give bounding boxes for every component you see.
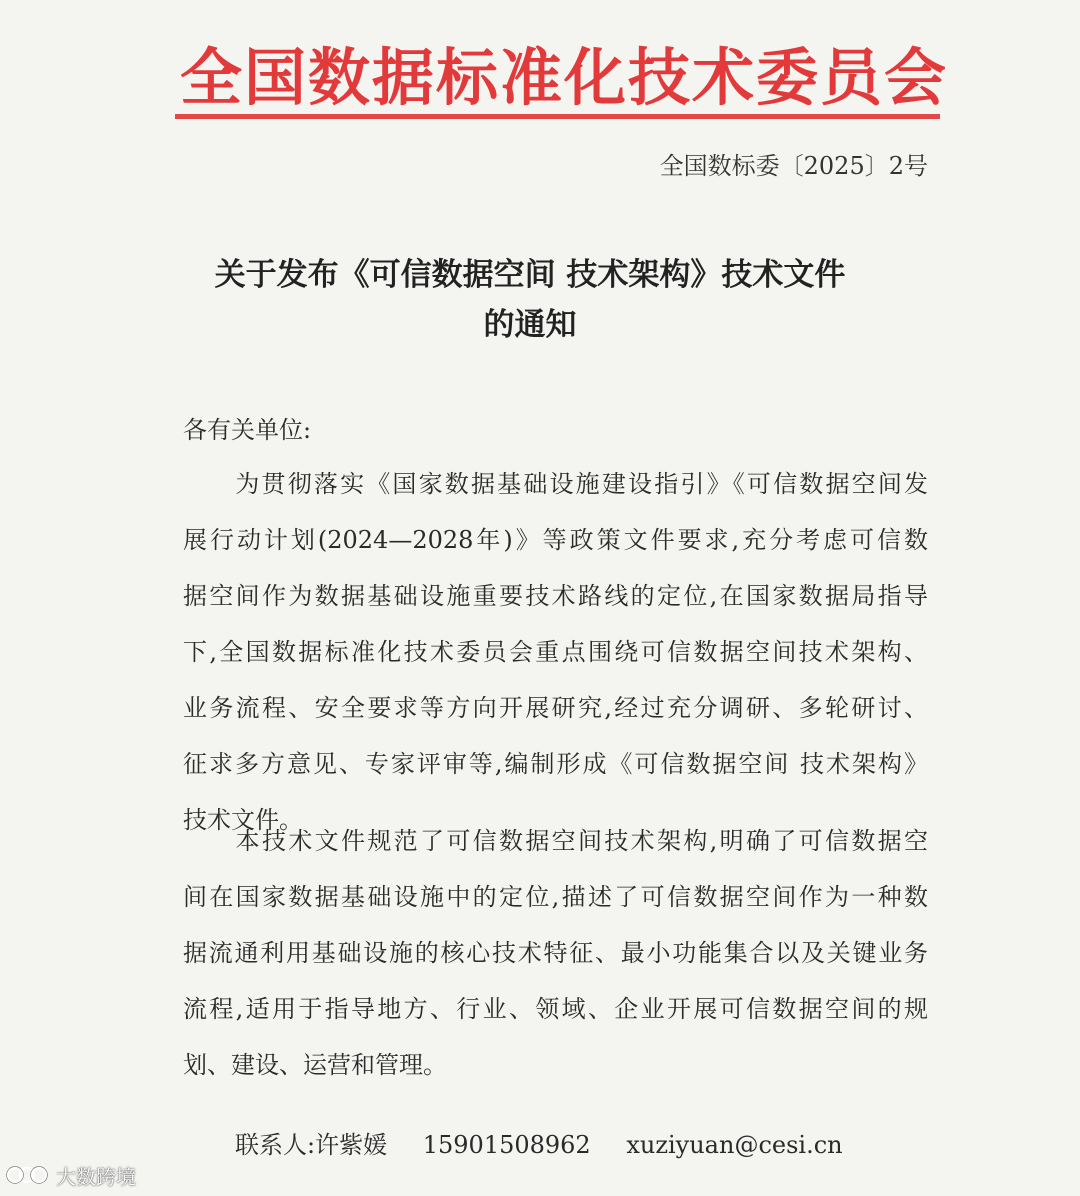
paragraph-2-line: 划、建设、运营和管理。 [183,1051,447,1079]
contact-person: 联系人:许紫媛 [235,1131,388,1159]
paragraph-2-line: 本技术文件规范了可信数据空间技术架构,明确了可信数据空 [183,827,928,855]
paragraph-1-line: 展行动计划(2024—2028年)》等政策文件要求,充分考虑可信数 [183,526,928,554]
paragraph-1-line: 为贯彻落实《国家数据基础设施建设指引》《可信数据空间发 [183,470,928,498]
paragraph-2-line: 据流通利用基础设施的核心技术特征、最小功能集合以及关键业务 [183,939,928,967]
paragraph-1-line: 据空间作为数据基础设施重要技术路线的定位,在国家数据局指导 [183,582,928,610]
paragraph-1-line: 业务流程、安全要求等方向开展研究,经过充分调研、多轮研讨、 [183,694,928,722]
notice-title [150,250,910,350]
notice-title-line-1: 关于发布《可信数据空间 技术架构》技术文件 [214,257,846,293]
paragraph-2-line: 流程,适用于指导地方、行业、领域、企业开展可信数据空间的规 [183,995,928,1023]
watermark [6,1160,136,1190]
red-divider-line [175,114,940,119]
paragraph-1-line: 征求多方意见、专家评审等,编制形成《可信数据空间 技术架构》 [183,750,928,778]
watermark-text: 大数跨境 [56,1164,136,1189]
masthead-title: 全国数据标准化技术委员会 [180,41,949,114]
paragraph-1-line: 下,全国数据标准化技术委员会重点围绕可信数据空间技术架构、 [183,638,928,666]
paragraph-2 [183,813,928,1093]
paragraph-1-line: 技术文件。 [183,806,303,834]
paragraph-2-line: 间在国家数据基础设施中的定位,描述了可信数据空间作为一种数 [183,883,928,911]
contact-info [235,1125,843,1165]
document-number: 全国数标委〔2025〕2号 [659,152,928,180]
contact-phone: 15901508962 [422,1131,591,1159]
notice-title-line-2: 的通知 [483,307,577,343]
paragraph-1 [183,456,928,848]
contact-email: xuziyuan@cesi.cn [626,1131,843,1159]
salutation: 各有关单位: [183,416,312,444]
watermark-logo-icon [6,1163,52,1187]
